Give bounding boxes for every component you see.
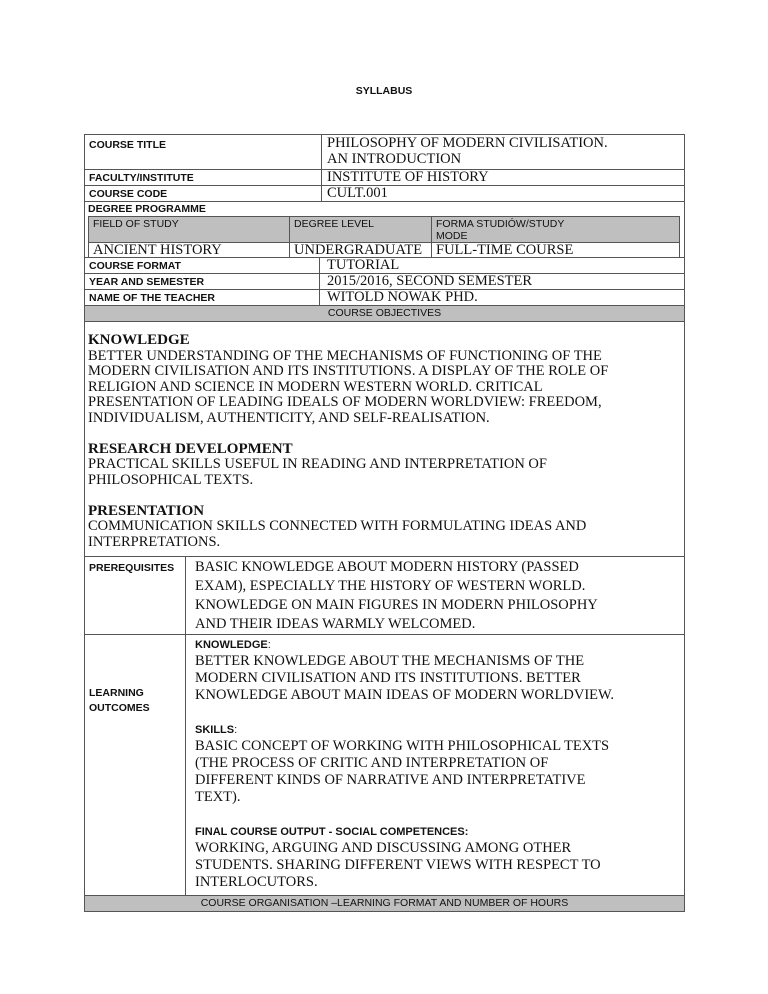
faculty-label-cell	[84, 169, 322, 186]
year-semester-label: YEAR AND SEMESTER	[89, 276, 205, 288]
teacher-value: WITOLD NOWAK PHD.	[327, 289, 478, 305]
learning-outcomes-label-cell	[84, 634, 186, 896]
format-value-cell	[319, 257, 685, 274]
outcome-heading	[195, 637, 614, 653]
teacher-label-cell	[84, 289, 320, 306]
spacer	[195, 806, 614, 824]
study-mode-header-line1: FORMA STUDIÓW/STUDY	[436, 218, 565, 230]
objective-heading: PRESENTATION	[88, 502, 205, 519]
course-title-label: COURSE TITLE	[89, 139, 167, 151]
prerequisites-line: AND THEIR IDEAS WARMLY WELCOMED.	[195, 616, 476, 632]
learning-outcomes-label-line1: LEARNING	[89, 687, 144, 699]
year-value-cell	[319, 273, 685, 290]
teacher-label: NAME OF THE TEACHER	[89, 292, 215, 304]
code-label-cell	[84, 185, 322, 202]
course-title-value-cell	[321, 134, 685, 170]
objective-line: INDIVIDUALISM, AUTHENTICITY, AND SELF-REALISATION.	[88, 409, 490, 426]
prerequisites-label-cell	[84, 556, 186, 635]
course-title-value-line2: AN INTRODUCTION	[327, 151, 462, 167]
document-title: SYLLABUS	[355, 85, 413, 97]
learning-outcomes-label-line2: OUTCOMES	[89, 702, 150, 714]
study-mode-header-line2: MODE	[436, 230, 468, 242]
teacher-value-cell	[319, 289, 685, 306]
spacer	[88, 426, 678, 442]
degree-programme-label: DEGREE PROGRAMME	[88, 203, 206, 215]
outcome-heading-text: SKILLS	[195, 724, 235, 736]
degree-level-value: UNDERGRADUATE	[294, 242, 423, 258]
outcome-line: (THE PROCESS OF CRITIC AND INTERPRETATION OF	[195, 755, 549, 771]
degree-level-header-text: DEGREE LEVEL	[294, 218, 374, 230]
year-semester-value: 2015/2016, SECOND SEMESTER	[327, 273, 533, 289]
outcome-heading-suffix: :	[267, 639, 271, 651]
prerequisites-line: EXAM), ESPECIALLY THE HISTORY OF WESTERN WORLD.	[195, 578, 586, 594]
study-mode-value-cell	[431, 242, 680, 258]
prerequisites-line: BASIC KNOWLEDGE ABOUT MODERN HISTORY (PASSED	[195, 559, 579, 575]
degree-level-value-cell	[289, 242, 432, 258]
objective-line: PHILOSOPHICAL TEXTS.	[88, 471, 254, 488]
field-of-study-value-cell	[88, 242, 290, 258]
study-mode-header	[431, 216, 680, 243]
outcome-line: BASIC CONCEPT OF WORKING WITH PHILOSOPHICAL TEXTS	[195, 738, 610, 754]
course-title-value-line1: PHILOSOPHY OF MODERN CIVILISATION.	[327, 135, 608, 151]
outcome-line: MODERN CIVILISATION AND ITS INSTITUTIONS. BETTER	[195, 670, 581, 686]
objective-line: RELIGION AND SCIENCE IN MODERN WESTERN WORLD. CRITICAL	[88, 378, 543, 395]
prerequisites-line: KNOWLEDGE ON MAIN FIGURES IN MODERN PHILOSOPHY	[195, 597, 598, 613]
outcome-heading-suffix: :	[234, 724, 238, 736]
outcome-line: INTERLOCUTORS.	[195, 874, 318, 890]
objective-line: PRESENTATION OF LEADING IDEALS OF MODERN WORLDVIEW: FREEDOM,	[88, 394, 602, 410]
objective-line: BETTER UNDERSTANDING OF THE MECHANISMS OF FUNCTIONING OF THE	[88, 347, 602, 364]
format-label-cell	[84, 257, 320, 274]
spacer	[195, 704, 614, 722]
course-title-label-cell	[84, 134, 322, 170]
course-objectives-header: COURSE OBJECTIVES	[84, 305, 685, 322]
prerequisites-value-cell	[185, 556, 685, 635]
course-organisation-header: COURSE ORGANISATION –LEARNING FORMAT AND NUMBER OF HOURS	[84, 895, 685, 912]
objective-line: MODERN CIVILISATION AND ITS INSTITUTIONS. A DISPLAY OF THE ROLE OF	[88, 363, 609, 379]
field-of-study-value: ANCIENT HISTORY	[93, 242, 222, 258]
course-code-label: COURSE CODE	[89, 188, 168, 200]
outcome-heading-text: KNOWLEDGE	[195, 639, 268, 651]
objective-heading: KNOWLEDGE	[88, 332, 190, 348]
course-format-label: COURSE FORMAT	[89, 260, 181, 272]
objective-line: COMMUNICATION SKILLS CONNECTED WITH FORMULATING IDEAS AND	[88, 518, 587, 534]
study-mode-value: FULL-TIME COURSE	[436, 242, 574, 258]
course-code-value: CULT.001	[327, 185, 388, 201]
objective-heading: RESEARCH DEVELOPMENT	[88, 440, 293, 457]
outcome-heading-text: FINAL COURSE OUTPUT - SOCIAL COMPETENCES:	[195, 826, 469, 838]
prerequisites-text	[195, 558, 598, 634]
course-objectives-text	[88, 333, 678, 550]
faculty-value: INSTITUTE OF HISTORY	[327, 169, 489, 185]
learning-outcomes-value-cell	[185, 634, 685, 896]
faculty-label: FACULTY/INSTITUTE	[89, 172, 194, 184]
outcome-heading	[195, 722, 614, 738]
objective-line: PRACTICAL SKILLS USEFUL IN READING AND INTERPRETATION OF	[88, 456, 547, 472]
degree-level-header	[289, 216, 432, 243]
code-value-cell	[321, 185, 685, 202]
course-format-value: TUTORIAL	[327, 257, 400, 273]
year-label-cell	[84, 273, 320, 290]
outcome-line: STUDENTS. SHARING DIFFERENT VIEWS WITH RESPECT TO	[195, 857, 601, 873]
outcome-line: KNOWLEDGE ABOUT MAIN IDEAS OF MODERN WORLDVIEW.	[195, 687, 615, 703]
faculty-value-cell	[321, 169, 685, 186]
outcome-line: DIFFERENT KINDS OF NARRATIVE AND INTERPRETATIVE	[195, 772, 586, 788]
outcome-line: WORKING, ARGUING AND DISCUSSING AMONG OTHER	[195, 840, 572, 856]
objective-line: INTERPRETATIONS.	[88, 533, 221, 550]
learning-outcomes-text	[195, 637, 614, 891]
outcome-heading	[195, 824, 614, 840]
outcome-line: TEXT).	[195, 789, 241, 805]
spacer	[88, 488, 678, 504]
field-of-study-header-text: FIELD OF STUDY	[93, 218, 179, 230]
field-of-study-header	[88, 216, 290, 243]
outcome-line: BETTER KNOWLEDGE ABOUT THE MECHANISMS OF THE	[195, 653, 585, 669]
prerequisites-label: PREREQUISITES	[89, 562, 175, 574]
